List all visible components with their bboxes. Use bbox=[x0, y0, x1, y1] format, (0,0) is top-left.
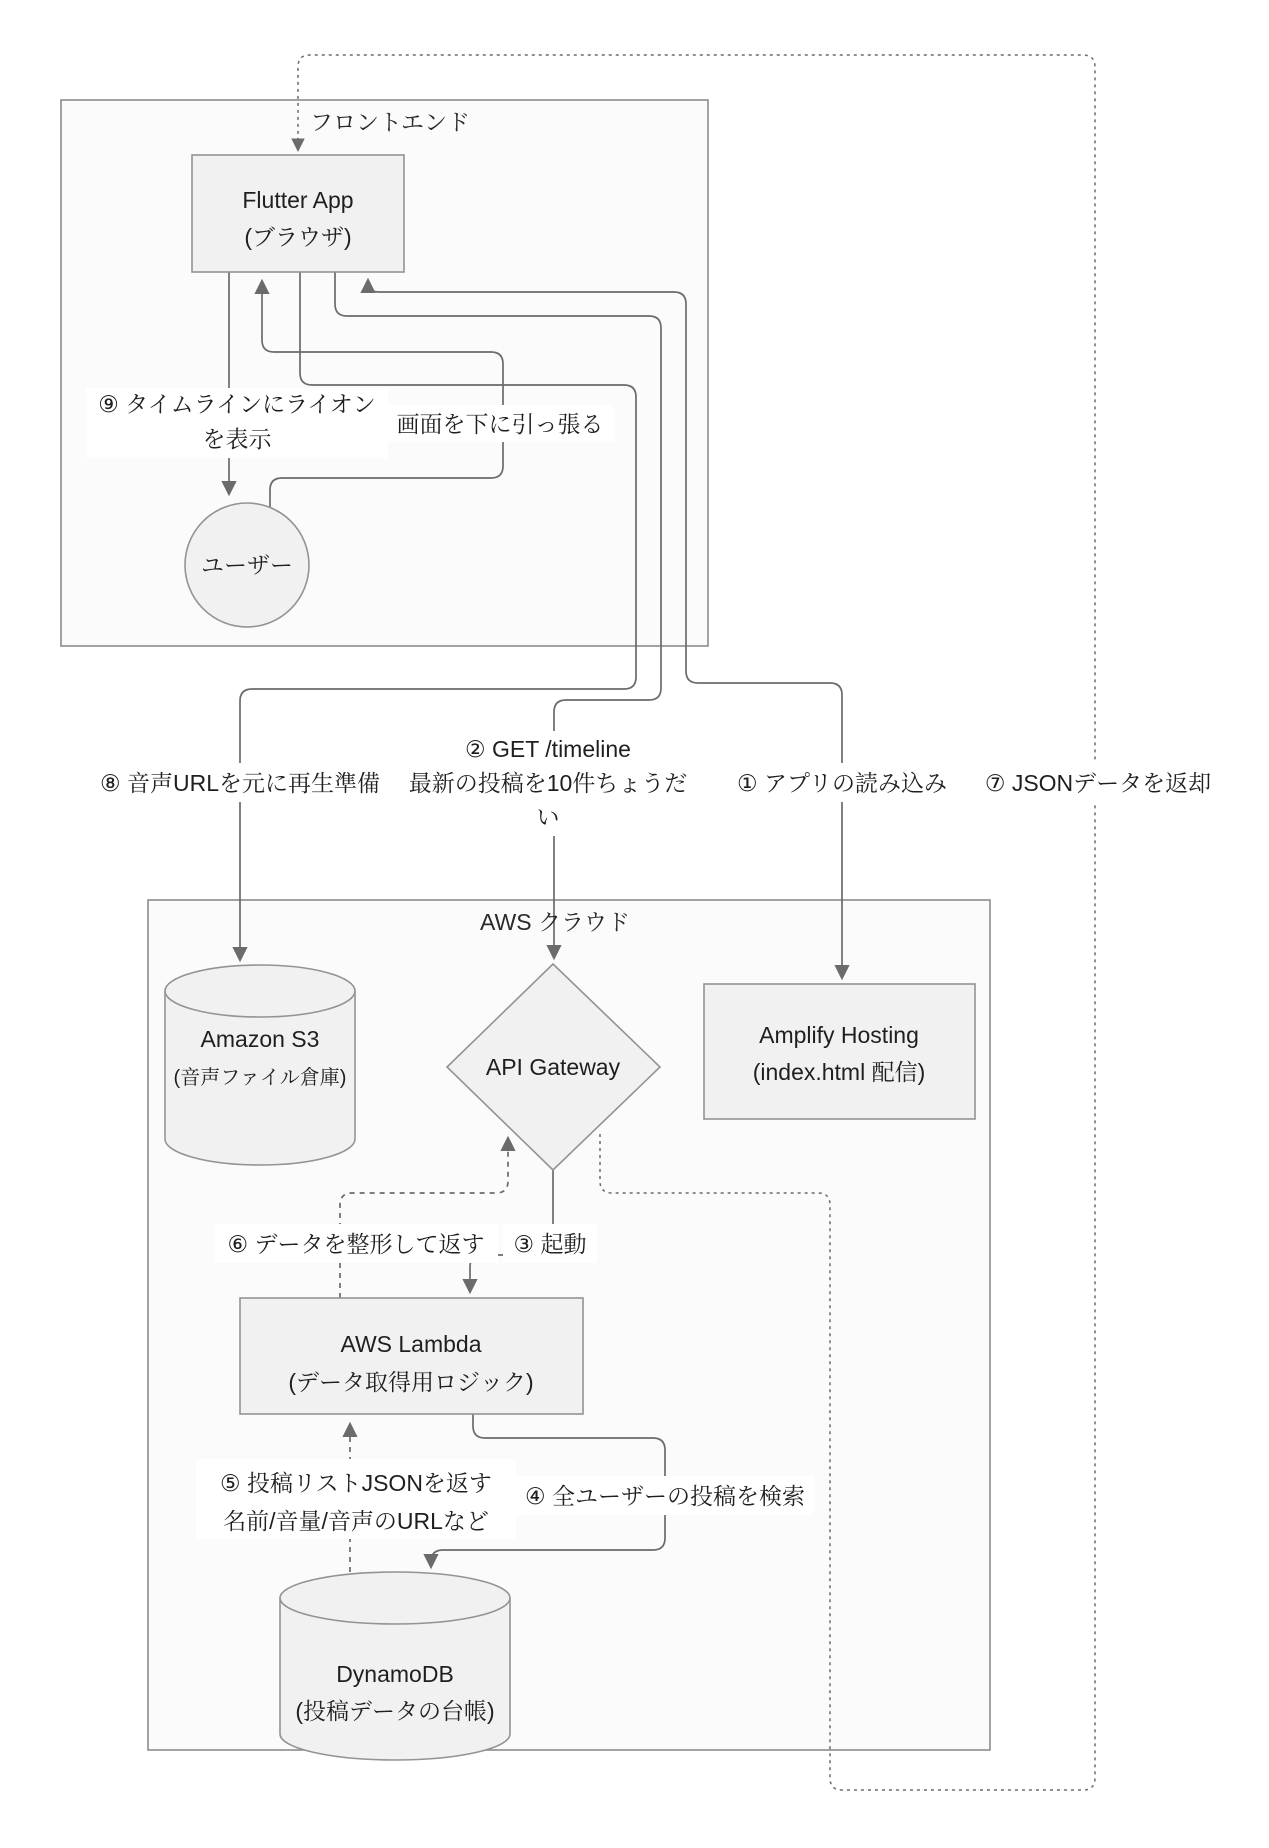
step2-line1: ② GET /timeline bbox=[465, 736, 631, 762]
s3-subtitle: (音声ファイル倉庫) bbox=[173, 1067, 347, 1089]
step2-line2: 最新の投稿を10件ちょうだ bbox=[408, 770, 688, 796]
step9-line2: を表示 bbox=[202, 426, 272, 452]
label-step6 bbox=[214, 1224, 498, 1263]
label-step2 bbox=[409, 731, 688, 836]
flutter-app-title: Flutter App bbox=[242, 187, 354, 213]
node-user bbox=[185, 503, 309, 627]
dynamodb-title: DynamoDB bbox=[336, 1661, 454, 1687]
label-step7 bbox=[968, 763, 1228, 802]
user-label: ユーザー bbox=[201, 552, 293, 578]
node-flutter-app bbox=[192, 155, 404, 272]
amplify-title: Amplify Hosting bbox=[759, 1022, 919, 1048]
step8-text: ⑧ 音声URLを元に再生準備 bbox=[99, 770, 381, 796]
flutter-app-subtitle: (ブラウザ) bbox=[244, 224, 352, 250]
step4-text: ④ 全ユーザーの投稿を検索 bbox=[524, 1483, 806, 1509]
pull-screen-text: 画面を下に引っ張る bbox=[396, 411, 604, 437]
dynamodb-subtitle: (投稿データの台帳) bbox=[295, 1698, 495, 1724]
lambda-subtitle: (データ取得用ロジック) bbox=[288, 1369, 534, 1395]
frontend-container-label: フロントエンド bbox=[309, 109, 471, 135]
label-step9 bbox=[86, 388, 388, 458]
step1-text: ① アプリの読み込み bbox=[736, 770, 948, 796]
step2-line3: い bbox=[536, 804, 560, 830]
label-step3 bbox=[503, 1224, 597, 1263]
node-aws-lambda bbox=[240, 1298, 583, 1414]
node-amplify-hosting bbox=[704, 984, 975, 1119]
label-step8 bbox=[82, 763, 398, 802]
label-step5 bbox=[196, 1459, 516, 1539]
amplify-subtitle: (index.html 配信) bbox=[752, 1059, 926, 1085]
step6-text: ⑥ データを整形して返す bbox=[227, 1231, 485, 1257]
step7-text: ⑦ JSONデータを返却 bbox=[984, 770, 1212, 796]
node-dynamodb bbox=[280, 1572, 510, 1760]
label-step4 bbox=[516, 1476, 814, 1515]
step5-line2: 名前/音量/音声のURLなど bbox=[223, 1508, 489, 1534]
node-amazon-s3 bbox=[165, 965, 355, 1165]
s3-title: Amazon S3 bbox=[200, 1026, 320, 1052]
step5-line1: ⑤ 投稿リストJSONを返す bbox=[220, 1470, 492, 1496]
lambda-title: AWS Lambda bbox=[340, 1331, 482, 1357]
label-pull-screen bbox=[386, 405, 614, 442]
step3-text: ③ 起動 bbox=[513, 1231, 587, 1257]
step9-line1: ⑨ タイムラインにライオン bbox=[98, 391, 376, 417]
api-gateway-label: API Gateway bbox=[485, 1054, 621, 1080]
label-step1 bbox=[722, 763, 962, 802]
aws-container-label: AWS クラウド bbox=[480, 909, 630, 935]
